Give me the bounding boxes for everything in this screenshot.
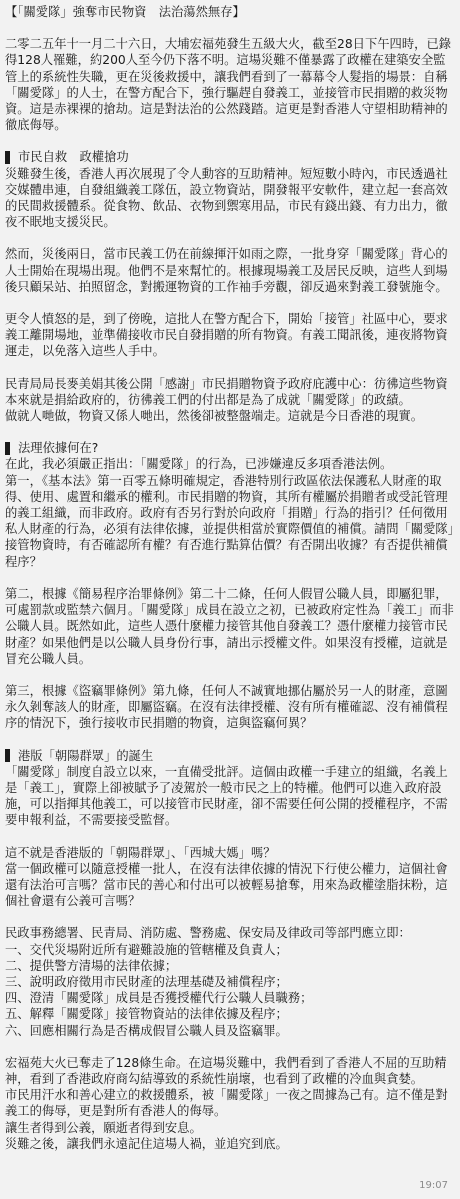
paragraph: 第二，根據《簡易程序治罪條例》第二十二條，任何人假冒公職人員，即屬犯罪，可處罰款或監禁六個月。「關愛隊」成員在設立之初，已被政府定性為「義工」而非公職人員。既然如此，這些人憑什麼權力接管其他自發義工？憑什麼權力接管市民財產？如果他們是以公職人員身份行事，請出示授權文件。如果沒有授權，這就是冒充公職人員。: [5, 586, 454, 666]
section-heading-text: 港版「朝陽群眾」的誕生: [18, 748, 154, 763]
list-item: 三、說明政府徵用市民財產的法理基礎及補償程序；: [5, 974, 288, 989]
paragraph: 民青局局長麥美娟其後公開「感謝」市民捐贈物資予政府庇護中心：彷彿這些物資本來就是捐給政府的，彷彿義工們的付出都是為了成就「關愛隊」的政績。 做就人哋做，物資又係人哋出，然後卻被整盤端走。這就是今日香港的現實。: [5, 376, 448, 424]
paragraph: 在此，我必須嚴正指出：「關愛隊」的行為，已涉嫌違反多項香港法例。 第一，《基本法》第一百零五條明確規定，香港特別行政區依法保護私人財產的取得、使用、處置和繼承的權利。市民捐贈的物資，其所有權屬於捐贈者或受託管理的義工組織，而非政府。政府有否另行對於向政府「捐贈」行為的指引？任何徵用私人財產的行為，必須有法律依據，並提供相當於實際價值的補償。請問「關愛隊」接管物資時，有否確認所有權？有否進行點算估價？有否開出收據？有否提供補償程序？: [5, 457, 454, 569]
section-heading: [5, 748, 455, 764]
section-marker-icon: [5, 151, 10, 164]
paragraph: 更令人憤怒的是，到了傍晚，這批人在警方配合下，開始「接管」社區中心，要求義工離開場地，並準備接收市民自發捐贈的所有物資。有義工聞訊後，連夜將物資運走，以免落入這些人手中。: [5, 312, 448, 359]
list-item: 二、提供警方清場的法律依據；: [5, 958, 178, 973]
section-marker-icon: [5, 442, 10, 455]
demand-list: [5, 942, 455, 1039]
paragraph: 民政事務總署、民青局、消防處、警務處、保安局及律政司等部門應立即：: [5, 926, 411, 941]
paragraph: 「關愛隊」制度自設立以來，一直備受批評。這個由政權一手建立的組織，名義上是「義工」，實際上卻被賦予了凌駕於一般市民之上的特權。他們可以進入政府設施，可以指揮其他義工，可以接管市民財產，卻不需要任何公開的授權程序，不需要申報利益，不需要接受監督。: [5, 764, 448, 828]
paragraph: 第三，根據《盜竊罪條例》第九條，任何人不誠實地挪佔屬於另一人的財產，意圖永久剝奪該人的財產，即屬盜竊。在沒有法律授權、沒有所有權確認、沒有補償程序的情況下，強行接收市民捐贈的物資，這與盜竊何異？: [5, 683, 448, 731]
section-heading-text: 法理依據何在?: [18, 441, 99, 456]
section-heading: [5, 149, 455, 165]
paragraph: 災難發生後，香港人再次展現了令人動容的互助精神。短短數小時內，市民透過社交媒體串連，自發組織義工隊伍，設立物資站，開發報平安軟件，建立起一套高效的民間救援體系。從食物、飲品、衣物到禦寒用品，市民有錢出錢、有力出力，徹夜不眠地支援災民。: [5, 166, 448, 230]
paragraph: 然而，災後兩日，當市民義工仍在前線揮汗如雨之際，一批身穿「關愛隊」背心的人士開始在現場出現。他們不是來幫忙的。根據現場義工及居民反映，這些人到場後只顧呆站、拍照留念，對搬運物資的工作袖手旁觀，卻反過來對義工發號施令。: [5, 247, 448, 294]
message-timestamp: 19:07: [419, 1179, 448, 1191]
section-heading: [5, 440, 455, 456]
list-item: 五、解釋「關愛隊」接管物資站的法律依據及程序；: [5, 1007, 288, 1022]
list-item: 六、回應相關行為是否構成假冒公職人員及盜竊罪。: [5, 1023, 288, 1038]
closing-paragraph: 宏福苑大火已奪走了128條生命。在這場災難中，我們看到了香港人不屈的互助精神，看到了香港政府商勾結導致的系統性崩壞，也看到了政權的冷血與貪婪。 市民用汗水和善心建立的救援體系，被「關愛隊」一夜之間據為己有。這不僅是對義工的侮辱，更是對所有香港人的侮辱。 讓生者得到公義，願逝者得到安息。 災難之後，讓我們永遠記住這場人禍，並追究到底。: [5, 1055, 448, 1151]
intro-paragraph: 二零二五年十一月二十六日，大埔宏福苑發生五級大火，截至28日下午四時，已錄得128人罹難，約200人至今仍下落不明。這場災難不僅暴露了政權在建築安全監管上的系統性失職，更在災後救援中，讓我們看到了一幕幕令人髮指的場景：自稱「關愛隊」的人士，在警方配合下，強行驅趕自發義工，並接管市民捐贈的救災物資。這是赤裸裸的搶劫。這是對法治的公然踐踏。這更是對香港人守望相助精神的徹底侮辱。: [5, 37, 452, 133]
list-item: 一、交代災場附近所有避難設施的管轄權及負責人；: [5, 942, 288, 957]
article-title: 【「關愛隊」強奪市民物資 法治蕩然無存】: [5, 5, 245, 19]
list-item: 四、澄清「關愛隊」成員是否獲授權代行公職人員職務；: [5, 991, 313, 1006]
paragraph: 這不就是香港版的「朝陽群眾」、「西城大媽」嗎？ 當一個政權可以隨意授權一批人，在沒有法律依據的情況下行使公權力，這個社會還有法治可言嗎？當市民的善心和付出可以被輕易搶奪，用來為政權塗脂抹粉，這個社會還有公義可言嗎？: [5, 845, 448, 909]
section-heading-text: 市民自救 政權搶功: [18, 150, 129, 165]
section-marker-icon: [5, 749, 10, 762]
